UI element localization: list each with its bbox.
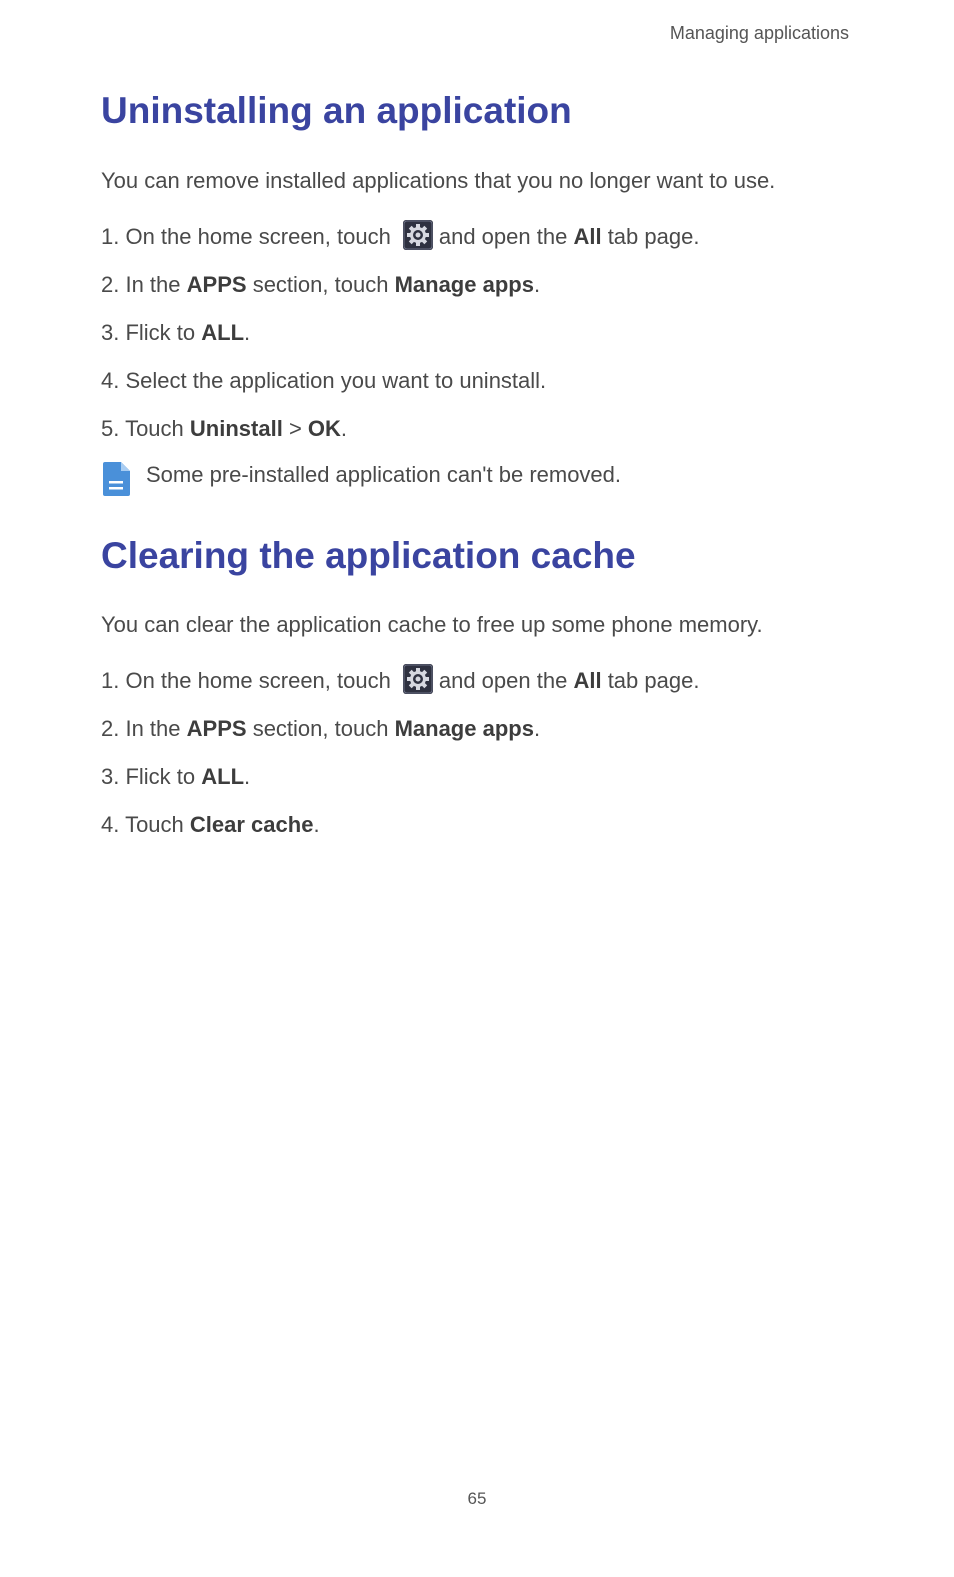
step-bold: Uninstall xyxy=(189,416,283,441)
step-bold: Manage apps xyxy=(394,716,534,741)
step-text: 4. Touch xyxy=(101,812,184,837)
uninstall-step-2 xyxy=(101,272,540,298)
step-bold: APPS xyxy=(186,716,247,741)
step-bold: Clear cache xyxy=(189,812,314,837)
step-text: . xyxy=(313,812,320,837)
step-text: . xyxy=(533,272,541,297)
step-text: tab page. xyxy=(607,224,700,249)
step-bold: All xyxy=(573,668,602,693)
cache-step-2 xyxy=(101,716,540,742)
settings-gear-icon xyxy=(403,664,433,694)
step-text: 4. Select the application you want to uninstall. xyxy=(101,368,547,393)
intro-clear-cache: You can clear the application cache to free up some phone memory. xyxy=(101,612,763,637)
step-bold: ALL xyxy=(201,320,245,345)
step-text: 5. Touch xyxy=(101,416,184,441)
step-bold: OK xyxy=(307,416,341,441)
step-text: > xyxy=(288,416,302,441)
uninstall-step-3 xyxy=(101,320,250,346)
step-text: . xyxy=(533,716,541,741)
uninstall-step-1 xyxy=(101,224,699,250)
step-text: 2. In the xyxy=(101,716,181,741)
note-text: Some pre-installed application can't be removed. xyxy=(146,462,622,487)
step-text: section, touch xyxy=(252,272,389,297)
uninstall-step-4 xyxy=(101,368,546,394)
step-text: 1. On the home screen, touch xyxy=(101,224,391,249)
cache-step-3 xyxy=(101,764,250,790)
step-bold: Manage apps xyxy=(394,272,534,297)
step-text: 3. Flick to xyxy=(101,764,196,789)
step-bold: ALL xyxy=(201,764,245,789)
page-number: 65 xyxy=(467,1489,487,1508)
uninstall-step-5 xyxy=(101,416,347,442)
step-bold: All xyxy=(573,224,602,249)
running-header: Managing applications xyxy=(669,23,849,43)
step-text: tab page. xyxy=(607,668,700,693)
step-text: and open the xyxy=(438,224,568,249)
cache-step-1 xyxy=(101,668,699,694)
step-text: section, touch xyxy=(252,716,389,741)
step-text: and open the xyxy=(438,668,568,693)
step-text: . xyxy=(244,764,251,789)
settings-gear-icon xyxy=(403,220,433,250)
intro-uninstall: You can remove installed applications that you no longer want to use. xyxy=(101,168,776,193)
cache-step-4 xyxy=(101,812,320,838)
note-document-icon xyxy=(101,462,131,496)
step-text: 3. Flick to xyxy=(101,320,196,345)
step-text: 2. In the xyxy=(101,272,181,297)
step-text: . xyxy=(244,320,251,345)
step-bold: APPS xyxy=(186,272,247,297)
section-title-clear-cache: Clearing the application cache xyxy=(101,535,636,576)
step-text: . xyxy=(340,416,348,441)
step-text: 1. On the home screen, touch xyxy=(101,668,391,693)
section-title-uninstall: Uninstalling an application xyxy=(101,90,572,131)
